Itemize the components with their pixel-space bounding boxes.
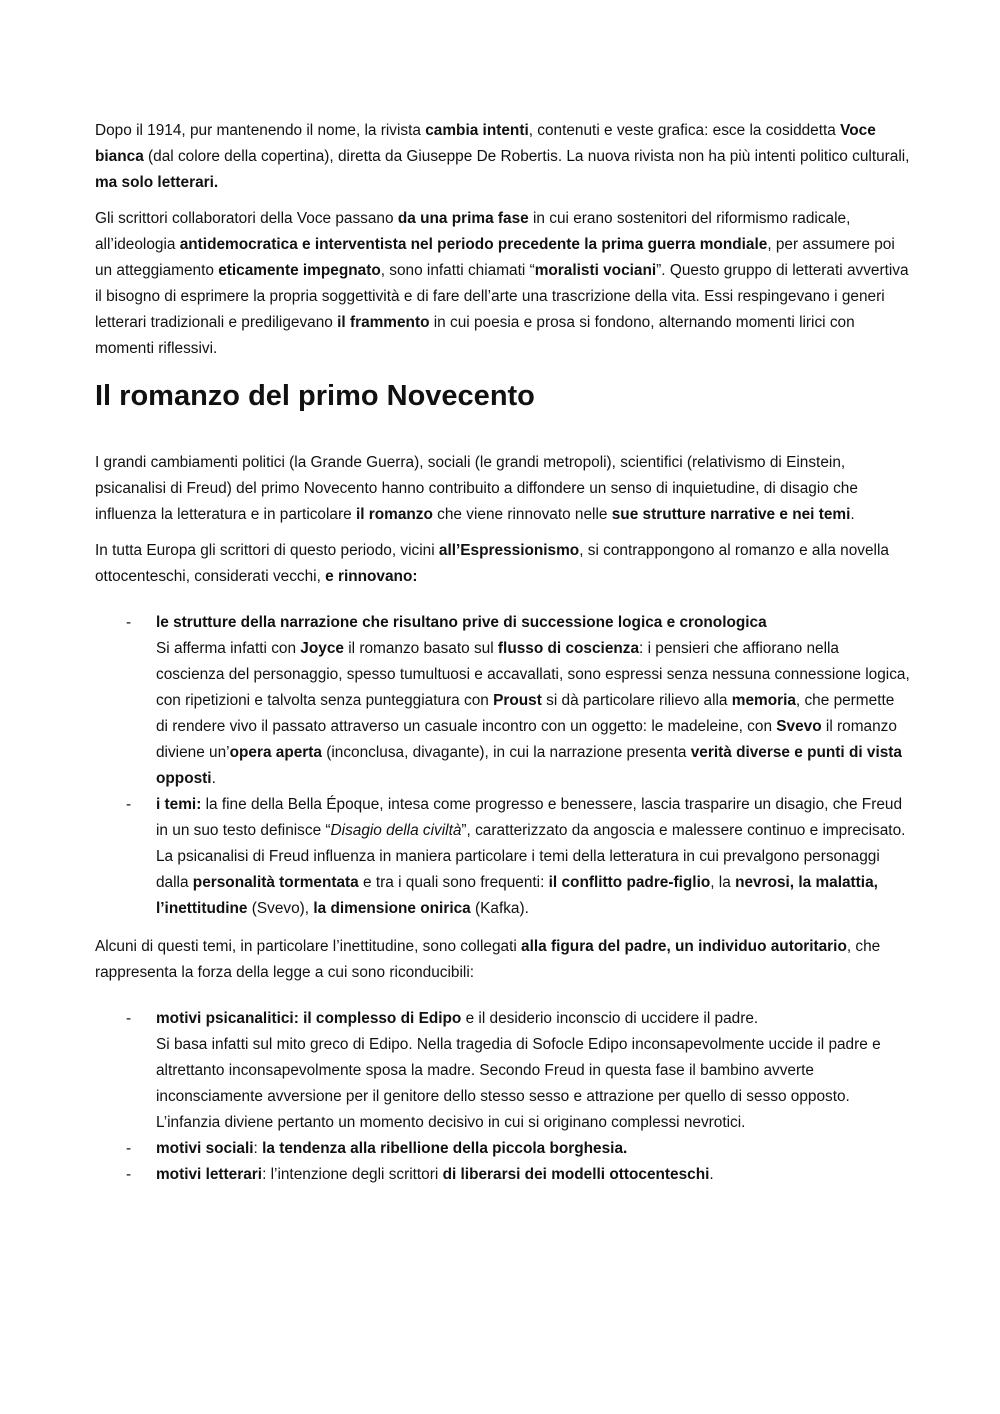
text-run: , sono infatti chiamati “ (380, 262, 535, 279)
text-run: la fine della Bella Époque, intesa come progresso e benessere, lascia trasparire un disagio, che Freud in un suo testo definisce “ (156, 796, 903, 839)
bold-run: di liberarsi dei modelli ottocenteschi (442, 1166, 710, 1183)
text-run: : i pensieri che affiorano nella coscienza del personaggio, spesso tumultuosi e accavallati, sono espressi senza nessuna connessione logica, con ripetizioni e talvolta senza punteggiatura con (156, 640, 910, 709)
list-item-motivi-psicanalitici (95, 1006, 910, 1136)
bold-run: personalità tormentata (192, 874, 359, 891)
bold-run: Joyce (300, 640, 344, 657)
bold-run: memoria (731, 692, 796, 709)
bold-run: motivi sociali (156, 1140, 254, 1157)
list-item-temi (95, 792, 910, 922)
text-run: (Svevo), (247, 900, 314, 917)
bold-run: la dimensione onirica (313, 900, 471, 917)
paragraph-voce-bianca (95, 118, 910, 196)
paragraph-espressionismo (95, 538, 910, 590)
text-run: , contenuti e veste grafica: esce la cosiddetta (528, 122, 841, 139)
bold-run: nevrosi, la malattia, l’inettitudine (156, 874, 878, 917)
text-run: , la (710, 874, 736, 891)
bold-run: alla figura del padre, un individuo autoritario (521, 938, 847, 955)
text-run: . (850, 506, 855, 523)
text-run: Alcuni di questi temi, in particolare l’inettitudine, sono collegati (95, 938, 522, 955)
text-run: il romanzo diviene un’ (156, 718, 897, 761)
bold-run: Proust (493, 692, 542, 709)
text-run: : (253, 1140, 263, 1157)
text-run: (inconclusa, divagante), in cui la narrazione presenta (321, 744, 691, 761)
text-run: in cui erano sostenitori del riformismo radicale, all’ideologia (95, 210, 851, 253)
bold-run: moralisti vociani (534, 262, 657, 279)
text-run: : l’intenzione degli scrittori (262, 1166, 443, 1183)
bold-run: Svevo (776, 718, 822, 735)
text-run: , che permette di rendere vivo il passato attraverso un casuale incontro con un oggetto: le madeleine, con (156, 692, 895, 735)
dash-bullet: - (126, 614, 132, 631)
bold-run: il romanzo (355, 506, 433, 523)
text-run: La psicanalisi di Freud influenza in maniera particolare i temi della letteratura in cui prevalgono personaggi dalla (156, 848, 880, 891)
motives-list (95, 1006, 910, 1188)
bold-run: sue strutture narrative e nei temi (611, 506, 851, 523)
text-run: Si afferma infatti con (156, 640, 301, 657)
text-run: . (709, 1166, 714, 1183)
bold-run: opera aperta (229, 744, 322, 761)
text-run: ”. Questo gruppo di letterati avvertiva il bisogno di esprimere la propria soggettività e di fare dell’arte una trascrizione della vita. Essi respingevano i generi letterari tradizionali e prediligevano (95, 262, 909, 331)
dash-bullet: - (126, 796, 132, 813)
paragraph-cambiamenti (95, 450, 910, 528)
bold-run: il frammento (337, 314, 430, 331)
document-page (95, 118, 910, 1200)
paragraph-figura-padre (95, 934, 910, 986)
bold-run: le strutture della narrazione che risultano prive di successione logica e cronologica (156, 614, 767, 631)
text-run: in cui poesia e prosa si fondono, alternando momenti lirici con momenti riflessivi. (95, 314, 855, 357)
list-item-motivi-sociali (95, 1136, 910, 1162)
section-heading: Il romanzo del primo Novecento (95, 380, 535, 412)
list-item-motivi-letterari (95, 1162, 910, 1188)
text-run: e il desiderio inconscio di uccidere il padre. (461, 1010, 759, 1027)
bold-run: all’Espressionismo (438, 542, 580, 559)
dash-bullet: - (126, 1140, 132, 1157)
text-run: In tutta Europa gli scrittori di questo periodo, vicini (95, 542, 439, 559)
bold-run: eticamente impegnato (218, 262, 381, 279)
text-run: (Kafka). (470, 900, 529, 917)
dash-bullet: - (126, 1166, 132, 1183)
text-run: Gli scrittori collaboratori della Voce passano (95, 210, 398, 227)
paragraph-moralisti-vociani (95, 206, 910, 362)
bold-run: ma solo letterari. (95, 174, 219, 191)
innovations-list (95, 610, 910, 922)
bold-run: motivi psicanalitici: il complesso di Edipo (156, 1010, 462, 1027)
text-run: ”, caratterizzato da angoscia e malessere continuo e imprecisato. (461, 822, 906, 839)
text-run: e tra i quali sono frequenti: (358, 874, 549, 891)
text-run: si dà particolare rilievo alla (541, 692, 732, 709)
text-run: Si basa infatti sul mito greco di Edipo. Nella tragedia di Sofocle Edipo inconsapevolmente uccide il padre e altrettanto inconsapevolmente sposa la madre. Secondo Freud in questa fase il bambino avverte inconsciamente avversione per il genitore dello stesso sesso e attrazione per quello di sesso opposto. L’infanzia diviene pertanto un momento decisivo in cui si originano complessi nevrotici. (156, 1036, 881, 1131)
bold-run: la tendenza alla ribellione della piccola borghesia. (262, 1140, 628, 1157)
bold-run: da una prima fase (397, 210, 529, 227)
dash-bullet: - (126, 1010, 132, 1027)
text-run: che viene rinnovato nelle (432, 506, 612, 523)
text-run: . (211, 770, 216, 787)
bold-run: verità diverse e punti di vista opposti (156, 744, 902, 787)
italic-run: Disagio della civiltà (330, 822, 462, 839)
bold-run: flusso di coscienza (497, 640, 640, 657)
bold-run: antidemocratica e interventista nel periodo precedente la prima guerra mondiale (179, 236, 768, 253)
bold-run: e rinnovano: (325, 568, 418, 585)
text-run: il romanzo basato sul (343, 640, 498, 657)
bold-run: Voce bianca (95, 122, 876, 165)
bold-run: i temi: (156, 796, 202, 813)
text-run: , si contrappongono al romanzo e alla novella ottocenteschi, considerati vecchi, (95, 542, 889, 585)
bold-run: motivi letterari (156, 1166, 263, 1183)
text-run: (dal colore della copertina), diretta da Giuseppe De Robertis. La nuova rivista non ha più intenti politico culturali, (143, 148, 910, 165)
list-item-strutture (95, 610, 910, 792)
bold-run: cambia intenti (425, 122, 529, 139)
text-run: I grandi cambiamenti politici (la Grande Guerra), sociali (le grandi metropoli), scientifici (relativismo di Einstein, psicanalisi di Freud) del primo Novecento hanno contribuito a diffondere un senso di inquietudine, di disagio che influenza la letteratura e in particolare (95, 454, 858, 523)
text-run: Dopo il 1914, pur mantenendo il nome, la rivista (95, 122, 426, 139)
text-run: , che rappresenta la forza della legge a cui sono riconducibili: (95, 938, 881, 981)
text-run: , per assumere poi un atteggiamento (95, 236, 895, 279)
bold-run: il conflitto padre-figlio (548, 874, 711, 891)
